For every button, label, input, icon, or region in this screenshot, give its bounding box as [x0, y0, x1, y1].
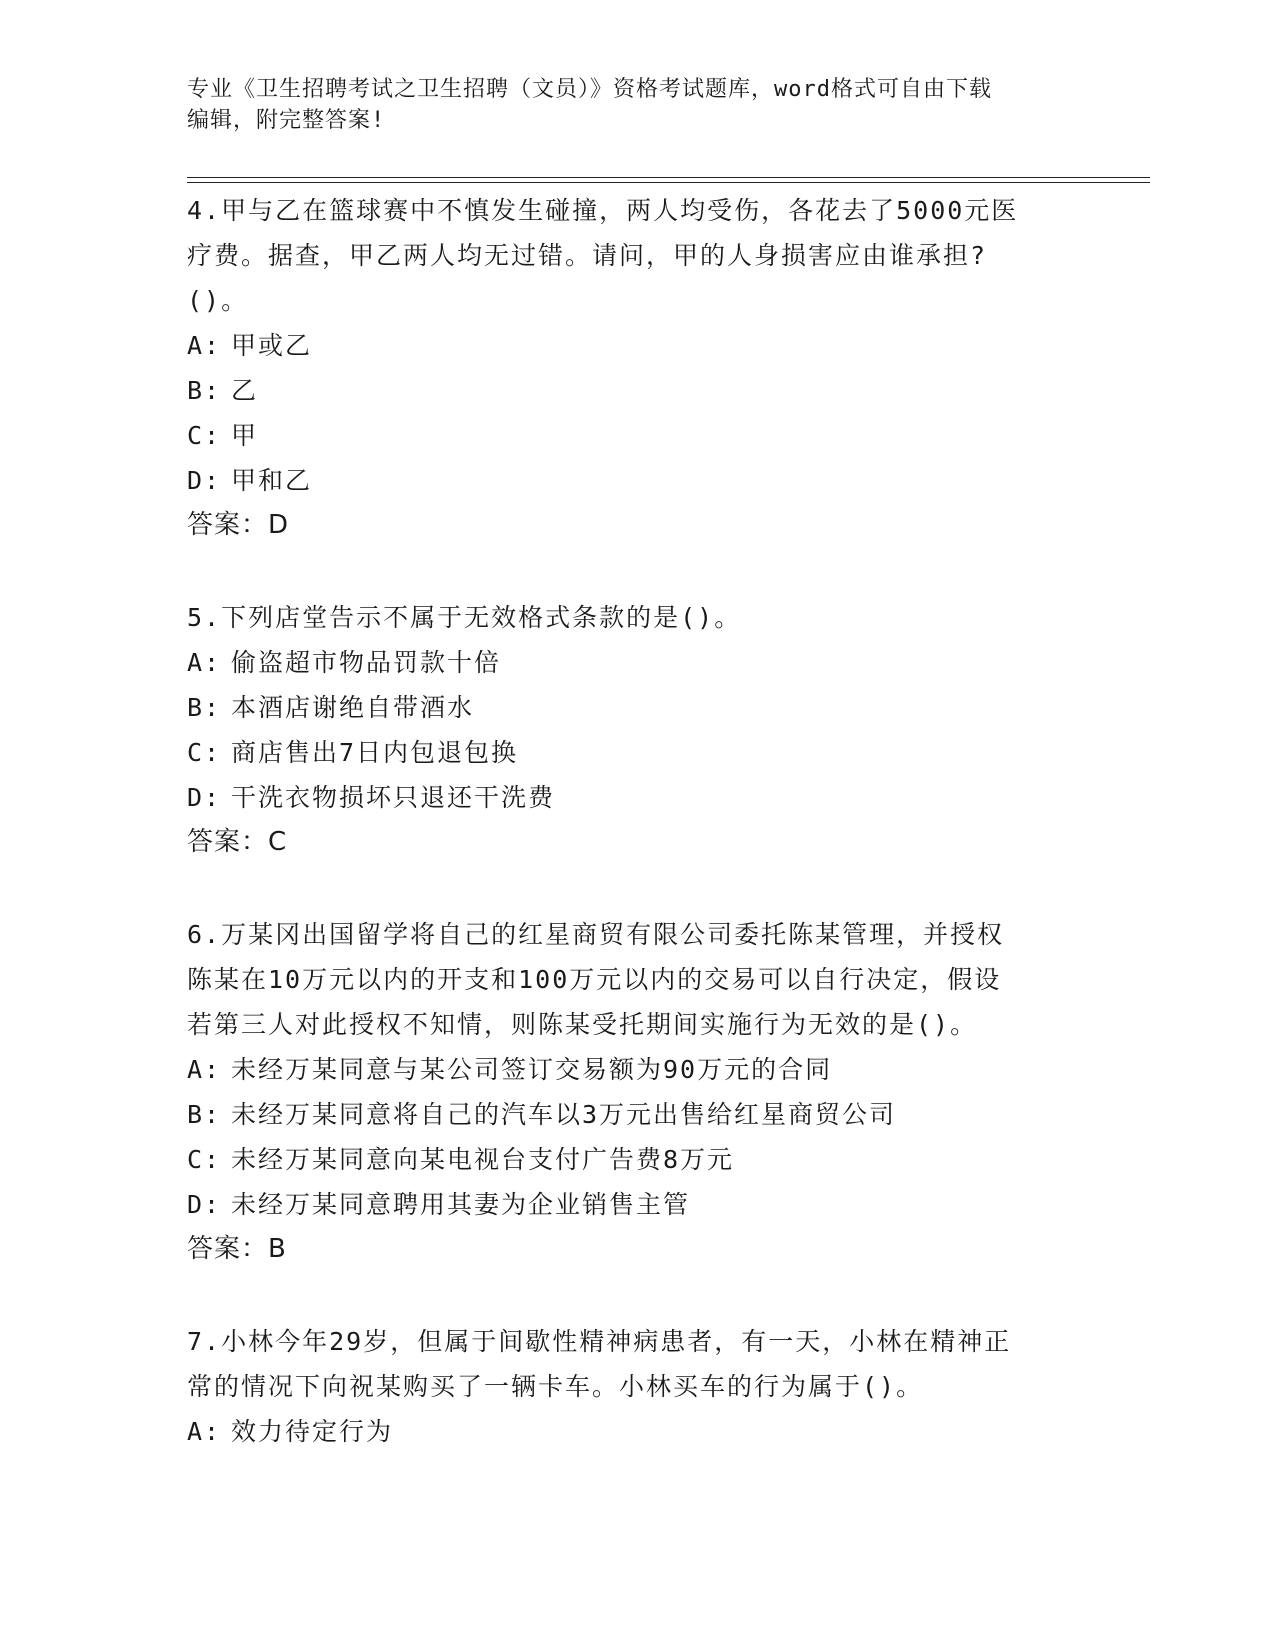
- option-a: [187, 323, 1087, 368]
- option-text: 乙: [231, 376, 259, 405]
- option-key: C:: [187, 1145, 222, 1174]
- option-c: [187, 730, 1087, 775]
- question-stem-line: 常的情况下向祝某购买了一辆卡车。小林买车的行为属于()。: [187, 1372, 924, 1401]
- option-text: 甲和乙: [231, 466, 313, 495]
- option-text: 未经万某同意将自己的汽车以3万元出售给红星商贸公司: [231, 1100, 897, 1129]
- option-d: [187, 458, 1087, 503]
- option-text: 甲或乙: [231, 331, 313, 360]
- option-b: [187, 1092, 1087, 1137]
- document-header: [187, 74, 1087, 136]
- option-key: B:: [187, 1100, 222, 1129]
- option-a: [187, 1047, 1087, 1092]
- question-stem-line: 疗费。据查，甲乙两人均无过错。请问，甲的人身损害应由谁承担?: [187, 241, 988, 270]
- option-key: D:: [187, 783, 222, 812]
- option-key: D:: [187, 1190, 222, 1219]
- option-text: 偷盗超市物品罚款十倍: [231, 648, 502, 677]
- option-d: [187, 1182, 1087, 1227]
- question-7: [187, 1319, 1087, 1454]
- question-stem-line: 若第三人对此授权不知情，则陈某受托期间实施行为无效的是()。: [187, 1010, 978, 1039]
- option-key: A:: [187, 1055, 222, 1084]
- option-text: 商店售出7日内包退包换: [231, 738, 519, 767]
- option-text: 未经万某同意与某公司签订交易额为90万元的合同: [231, 1055, 833, 1084]
- option-text: 效力待定行为: [231, 1417, 394, 1446]
- header-divider-bottom: [187, 182, 1150, 183]
- option-key: B:: [187, 693, 222, 722]
- question-stem-line: 陈某在10万元以内的开支和100万元以内的交易可以自行决定，假设: [187, 965, 1002, 994]
- option-text: 未经万某同意向某电视台支付广告费8万元: [231, 1145, 735, 1174]
- question-6: [187, 912, 1087, 1272]
- option-key: A:: [187, 1417, 222, 1446]
- option-key: C:: [187, 421, 222, 450]
- option-text: 本酒店谢绝自带酒水: [231, 693, 475, 722]
- option-key: B:: [187, 376, 222, 405]
- option-d: [187, 775, 1087, 820]
- answer-line: 答案：B: [187, 1234, 287, 1264]
- header-line-1: 专业《卫生招聘考试之卫生招聘（文员）》资格考试题库，word格式可自由下载: [187, 77, 992, 102]
- question-stem-line: ()。: [187, 286, 249, 315]
- question-4: [187, 188, 1087, 548]
- option-key: A:: [187, 648, 222, 677]
- option-a: [187, 1409, 1087, 1454]
- option-b: [187, 368, 1087, 413]
- option-c: [187, 413, 1087, 458]
- option-a: [187, 640, 1087, 685]
- option-b: [187, 685, 1087, 730]
- option-c: [187, 1137, 1087, 1182]
- question-stem-line: 6.万某冈出国留学将自己的红星商贸有限公司委托陈某管理，并授权: [187, 920, 1005, 949]
- option-key: D:: [187, 466, 222, 495]
- header-divider-top: [187, 177, 1150, 178]
- question-stem-line: 4.甲与乙在篮球赛中不慎发生碰撞，两人均受伤，各花去了5000元医: [187, 196, 1019, 225]
- option-text: 甲: [231, 421, 259, 450]
- option-text: 未经万某同意聘用其妻为企业销售主管: [231, 1190, 691, 1219]
- question-5: [187, 595, 1087, 865]
- question-stem-line: 5.下列店堂告示不属于无效格式条款的是()。: [187, 603, 742, 632]
- answer-line: 答案：D: [187, 510, 290, 540]
- option-key: A:: [187, 331, 222, 360]
- answer-line: 答案：C: [187, 827, 288, 857]
- header-line-2: 编辑，附完整答案!: [187, 108, 386, 133]
- option-key: C:: [187, 738, 222, 767]
- question-stem-line: 7.小林今年29岁，但属于间歇性精神病患者，有一天，小林在精神正: [187, 1327, 1012, 1356]
- option-text: 干洗衣物损坏只退还干洗费: [231, 783, 556, 812]
